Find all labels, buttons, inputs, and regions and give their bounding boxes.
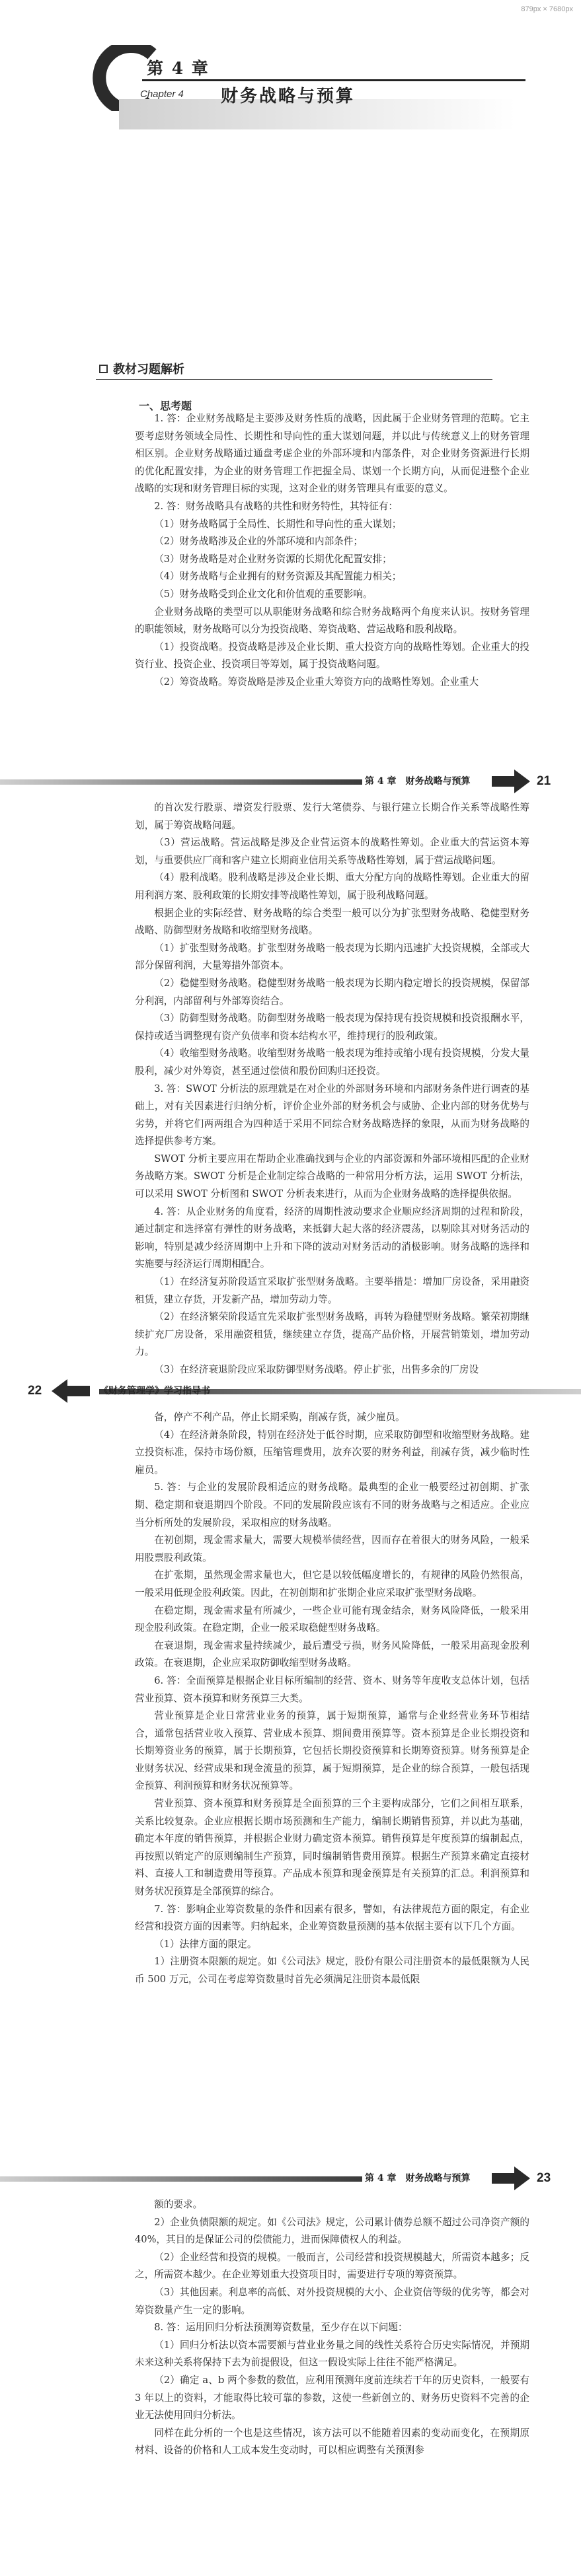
paragraph: （2）筹资战略。筹资战略是涉及企业重大筹资方向的战略性筹划。企业重大 [154, 676, 479, 688]
paragraph: （5）财务战略受到企业文化和价值观的重要影响。 [154, 588, 373, 600]
paragraph: （2）企业经营和投资的规模。一般而言，公司经营和投资规模越大，所需资本越多；反之，所需资本越少。在企业筹划重大投资项目时，需要进行专项的筹资预算。 [135, 2251, 529, 2281]
paragraph: 3. 答：SWOT 分析法的原理就是在对企业的外部财务环境和内部财务条件进行调查的基础上，对有关因素进行归纳分析，评价企业外部的财务机会与威胁、企业内部的财务优势与劣势，并将它们两两组合为四种适于采用不同综合财务战略选择的象限，从而为财务战略的选择提供参考方案。 [135, 1083, 529, 1147]
page-number: 22 [28, 1384, 42, 1398]
arrow-right-icon [492, 2166, 530, 2190]
paragraph: （1）投资战略。投资战略是涉及企业长期、重大投资方向的战略性筹划。企业重大的投资行业、投资企业、投资项目等筹划，属于投资战略问题。 [135, 641, 529, 670]
chapter-header-rule [142, 79, 525, 81]
paragraph: 根据企业的实际经营、财务战略的综合类型一般可以分为扩张型财务战略、稳健型财务战略、防御型财务战略和收缩型财务战略。 [135, 907, 529, 937]
paragraph: （2）稳健型财务战略。稳健型财务战略一般表现为长期内稳定增长的投资规模，保留部分利润，内部留利与外部筹资结合。 [135, 977, 529, 1007]
paragraph: （1）财务战略属于全局性、长期性和导向性的重大谋划； [154, 518, 402, 530]
running-header [0, 766, 581, 797]
arrow-right-icon [492, 769, 530, 793]
paragraph: SWOT 分析主要应用在帮助企业准确找到与企业的内部资源和外部环境相匹配的企业财务战略方案。SWOT 分析是企业制定综合战略的一种常用分析方法，运用 SWOT 分析法，可以采用 SWOT 分析图和 SWOT 分析表来进行，从而为企业财务战略的选择提供依据。 [135, 1153, 529, 1200]
header-bar [0, 2176, 362, 2182]
subsection-title: 一、思考题 [139, 400, 192, 412]
running-header [0, 1376, 581, 1406]
image-dimensions: 879px × 7680px [521, 5, 573, 13]
paragraph: 2）企业负债限额的规定。如《公司法》规定，公司累计债券总额不超过公司净资产额的 40%，其目的是保证公司的偿债能力，进而保障债权人的利益。 [135, 2216, 529, 2246]
paragraph: 7. 答：影响企业筹资数量的条件和因素有很多，譬如，有法律规范方面的限定，有企业经营和投资方面的因素等。归纳起来，企业筹资数量预测的基本依据主要有以下几个方面。 [135, 1903, 529, 1933]
paragraph: 在初创期，现金需求量大，需要大规模举债经营，因而存在着很大的财务风险，一般采用股票股利政策。 [135, 1534, 529, 1563]
paragraph: （1）回归分析法以资本需要额与营业业务量之间的线性关系符合历史实际情况，并预期未来这种关系将保持下去为前提假设，但这一假设实际上往往不能严格满足。 [135, 2339, 529, 2369]
paragraph: （4）财务战略与企业拥有的财务资源及其配置能力相关； [154, 571, 402, 583]
paragraph: 1）注册资本限额的规定。如《公司法》规定，股份有限公司注册资本的最低限额为人民币 500 万元，公司在考虑筹资数量时首先必须满足注册资本最低限 [135, 1956, 529, 1985]
arrow-left-icon [52, 1379, 90, 1403]
running-header-text: 《财务管理学》学习指导书 [99, 1386, 210, 1396]
square-bullet-icon [99, 365, 108, 373]
paragraph: （3）在经济衰退阶段应采取防御型财务战略。停止扩张，出售多余的厂房设 [154, 1364, 479, 1375]
paragraph: （3）营运战略。营运战略是涉及企业营运资本的战略性筹划。企业重大的营运资本筹划，与重要供应厂商和客户建立长期商业信用关系等战略性筹划，属于营运战略问题。 [135, 837, 529, 866]
paragraph: 备，停产不利产品，停止长期采购，削减存货，减少雇员。 [154, 1412, 405, 1423]
paragraph: （1）扩张型财务战略。扩张型财务战略一般表现为长期内迅速扩大投资规模，全部或大部分保留利润，大量筹措外部资本。 [135, 942, 529, 972]
paragraph: 6. 答：全面预算是根据企业目标所编制的经营、资本、财务等年度收支总体计划，包括营业预算、资本预算和财务预算三大类。 [135, 1674, 529, 1704]
section-title: 教材习题解析 [113, 363, 184, 376]
paragraph: （4）收缩型财务战略。收缩型财务战略一般表现为维持或缩小现有投资规模，分发大量股利，减少对外筹资，甚至通过偿债和股份回购归还投资。 [135, 1048, 529, 1077]
paragraph: （2）确定 a、b 两个参数的数值，应利用预测年度前连续若干年的历史资料，一般要有 3 年以上的资料，才能取得比较可靠的参数，这使一些新创立的、财务历史资料不完善的企业无法使用回归分析法。 [135, 2374, 529, 2421]
paragraph: 8. 答：运用回归分析法预测筹资数量，至少存在以下问题： [154, 2322, 408, 2334]
paragraph: 在衰退期，现金需求量持续减少，最后遭受亏损，财务风险降低，一般采用高现金股利政策。在衰退期，企业应采取防御收缩型财务战略。 [135, 1639, 529, 1669]
page-number: 23 [537, 2171, 551, 2185]
paragraph: （3）财务战略是对企业财务资源的长期优化配置安排； [154, 553, 392, 565]
paragraph: （4）在经济萧条阶段，特别在经济处于低谷时期，应采取防御型和收缩型财务战略。建立投资标准，保持市场份额，压缩管理费用，放弃次要的财务利益，削减存货，减少临时性雇员。 [135, 1429, 529, 1476]
paragraph: 同样在此分析的一个也是这些情况，该方法可以不能随着因素的变动而变化，在预期原材料、设备的价格和人工成本发生变动时，可以相应调整有关预测参 [135, 2427, 529, 2456]
paragraph: 企业财务战略的类型可以从职能财务战略和综合财务战略两个角度来认识。按财务管理的职能领域，财务战略可以分为投资战略、筹资战略、营运战略和股利战略。 [135, 606, 529, 635]
paragraph: 5. 答：与企业的发展阶段相适应的财务战略。最典型的企业一般要经过初创期、扩张期、稳定期和衰退期四个阶段。不同的发展阶段应该有不同的财务战略与之相适应。企业应当分析所处的发展阶段，采取相应的财务战略。 [135, 1482, 529, 1528]
text-block [135, 799, 529, 1379]
chapter-title: 财务战略与预算 [221, 87, 356, 106]
running-header-text: 第 4 章 财务战略与预算 [365, 776, 471, 787]
paragraph: （1）法律方面的限定。 [154, 1938, 257, 1950]
paragraph: （3）其他因素。利息率的高低、对外投资规模的大小、企业资信等级的优劣等，都会对筹资数量产生一定的影响。 [135, 2286, 529, 2316]
paragraph: 在稳定期，现金需求量有所减少，一些企业可能有现金结余，财务风险降低，一般采用现金股利政策。在稳定期，企业一般采取稳健型财务战略。 [135, 1604, 529, 1634]
paragraph: （3）防御型财务战略。防御型财务战略一般表现为保持现有投资规模和投资报酬水平，保持或适当调整现有资产负债率和资本结构水平，维持现行的股利政策。 [135, 1013, 529, 1042]
paragraph: 4. 答：从企业财务的角度看，经济的周期性波动要求企业顺应经济周期的过程和阶段，通过制定和选择富有弹性的财务战略，来抵御大起大落的经济震荡，以剔除其对财务活动的影响，特别是减少经济周期中上升和下降的波动对财务活动的消极影响。财务战略的选择和实施要与经济运行周期相配合。 [135, 1205, 529, 1270]
running-header [0, 2163, 581, 2194]
paragraph: 1. 答：企业财务战略是主要涉及财务性质的战略，因此属于企业财务管理的范畴。它主要考虑财务领域全局性、长期性和导向性的重大谋划问题，并以此与传统意义上的财务管理相区别。企业财务战略通过通盘考虑企业的外部环境和内部条件，对企业财务资源进行长期的优化配置安排，为企业的财务管理工作把握全局、谋划一个长期方向，从而促进整个企业战略的实现和财务管理目标的实现，这对企业的财务管理具有重要的意义。 [135, 413, 529, 495]
paragraph: （4）股利战略。股利战略是涉及企业长期、重大分配方向的战略性筹划。企业重大的留用利润方案、股利政策的长期安排等战略性筹划，属于股利战略问题。 [135, 872, 529, 901]
paragraph: 营业预算、资本预算和财务预算是全面预算的三个主要构成部分，它们之间相互联系，关系比较复杂。企业应根据长期市场预测和生产能力，编制长期销售预算，并以此为基础，确定本年度的销售预算，并根据企业财力确定资本预算。销售预算是年度预算的编制起点，再按照以销定产的原则编制生产预算，同时编制销售费用预算。根据生产预算来确定直接材料、直接人工和制造费用等预算。产品成本预算和现金预算是有关预算的汇总。利润预算和财务状况预算是全部预算的综合。 [135, 1798, 529, 1898]
paragraph: 额的要求。 [154, 2199, 203, 2210]
viewer-topbar [0, 0, 581, 22]
paragraph: 的首次发行股票、增资发行股票、发行大笔债券、与银行建立长期合作关系等战略性筹划，属于筹资战略问题。 [135, 802, 529, 831]
header-bar [0, 779, 362, 785]
chapter-number: 第 4 章 [147, 59, 210, 78]
text-block [135, 1409, 529, 1989]
paragraph: 在扩张期，虽然现金需求量也大，但它是以较低幅度增长的，有规律的风险仍然很高，一般采用低现金股利政策。因此，在初创期和扩张期企业应采取扩张型财务战略。 [135, 1569, 529, 1598]
section-heading [99, 360, 184, 377]
section-rule [96, 379, 492, 380]
paragraph: （2）财务战略涉及企业的外部环境和内部条件； [154, 536, 363, 548]
text-block [135, 410, 529, 692]
running-header-text: 第 4 章 财务战略与预算 [365, 2173, 471, 2184]
paragraph: （2）在经济繁荣阶段适宜先采取扩张型财务战略，再转为稳健型财务战略。繁荣初期继续扩充厂房设备，采用融资租赁，继续建立存货，提高产品价格，开展营销策划，增加劳动力。 [135, 1311, 529, 1358]
page-number: 21 [537, 774, 551, 788]
paragraph: （1）在经济复苏阶段适宜采取扩张型财务战略。主要举措是：增加厂房设备，采用融资租赁，建立存货，开发新产品，增加劳动力等。 [135, 1276, 529, 1305]
paragraph: 2. 答：财务战略具有战略的共性和财务特性，其特征有： [154, 500, 399, 512]
text-block [135, 2196, 529, 2460]
paragraph: 营业预算是企业日常营业业务的预算，属于短期预算，通常与企业经营业务环节相结合，通常包括营业收入预算、营业成本预算、期间费用预算等。资本预算是企业长期投资和长期筹资业务的预算，属于长期预算，它包括长期投资预算和长期筹资预算。财务预算是企业财务状况、经营成果和现金流量的预算，属于短期预算，是企业的综合预算，一般包括现金预算、利润预算和财务状况预算等。 [135, 1710, 529, 1792]
chapter-english-label: Chapter 4 [140, 89, 184, 100]
